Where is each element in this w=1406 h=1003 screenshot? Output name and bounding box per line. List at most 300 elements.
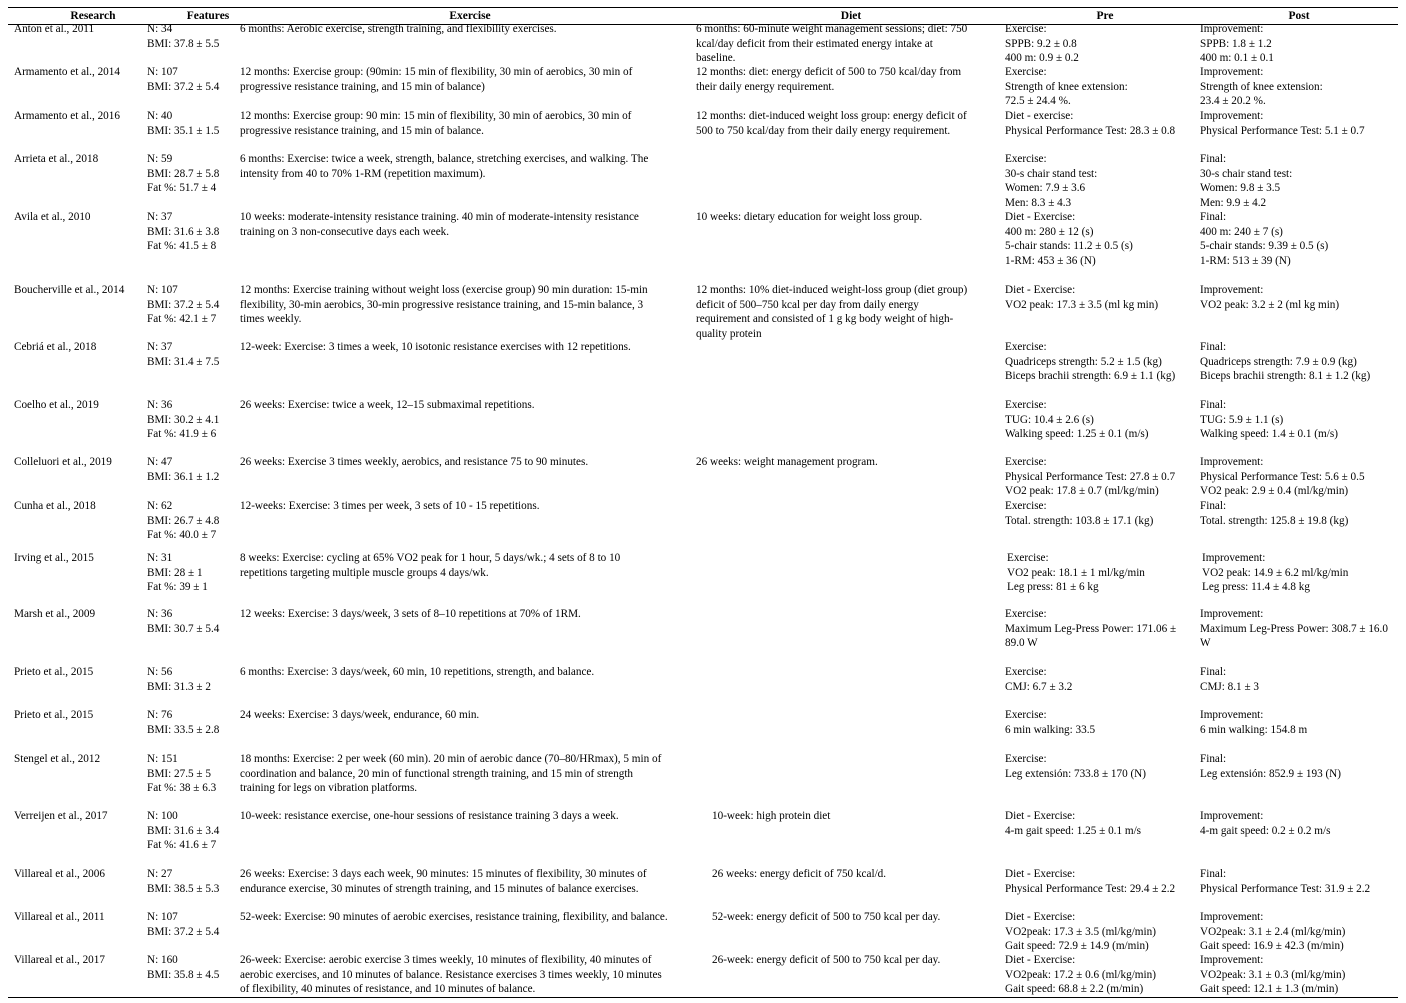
features-line: N: 36 <box>147 608 173 620</box>
cell-features <box>147 910 219 939</box>
cell-research <box>14 665 93 680</box>
pre-line: Diet - Exercise: <box>1005 954 1076 966</box>
cell-features <box>147 109 219 138</box>
cell-post <box>1200 340 1370 384</box>
cell-pre <box>1007 551 1145 595</box>
cell-features <box>147 953 219 982</box>
research-text: Boucherville et al., 2014 <box>14 284 125 296</box>
cell-features <box>147 708 219 737</box>
exercise-line: 24 weeks: Exercise: 3 days/week, endurance, 60 min. <box>240 709 480 721</box>
header-research: Research <box>70 10 116 22</box>
post-line: CMJ: 8.1 ± 3 <box>1200 680 1259 693</box>
features-line: BMI: 36.1 ± 1.2 <box>147 470 220 483</box>
cell-exercise <box>240 809 619 824</box>
diet-line: 52-week: energy deficit of 500 to 750 kcal per day. <box>712 911 941 923</box>
post-line: W <box>1200 637 1211 649</box>
research-text: Armamento et al., 2016 <box>14 110 120 122</box>
diet-line: 26 weeks: energy deficit of 750 kcal/d. <box>712 868 887 880</box>
research-text: Verreijen et al., 2017 <box>14 810 108 822</box>
pre-line: Exercise: <box>1005 153 1047 165</box>
features-line: N: 27 <box>147 868 173 880</box>
pre-line: Exercise: <box>1005 666 1047 678</box>
pre-line: TUG: 10.4 ± 2.6 (s) <box>1005 413 1094 426</box>
cell-pre <box>1005 340 1175 384</box>
post-line: Improvement: <box>1200 110 1264 122</box>
features-line: BMI: 37.2 ± 5.4 <box>147 298 220 311</box>
features-line: N: 62 <box>147 500 173 512</box>
cell-pre <box>1005 867 1175 896</box>
cell-exercise <box>240 283 648 327</box>
research-text: Armamento et al., 2014 <box>14 66 120 78</box>
cell-pre <box>1005 455 1175 499</box>
cell-post <box>1200 499 1348 528</box>
exercise-line: 12-weeks: Exercise: 3 times per week, 3 sets of 10 - 15 repetitions. <box>240 500 540 512</box>
table-bottom-rule <box>8 997 1398 998</box>
cell-exercise <box>240 752 661 796</box>
features-line: Fat %: 51.7 ± 4 <box>147 182 217 194</box>
cell-features <box>147 752 216 796</box>
post-line: Gait speed: 12.1 ± 1.3 (m/min) <box>1200 983 1339 995</box>
post-line: Improvement: <box>1200 911 1264 923</box>
cell-post <box>1200 210 1328 268</box>
pre-line: VO2peak: 17.2 ± 0.6 (ml/kg/min) <box>1005 968 1156 981</box>
cell-research <box>14 109 120 124</box>
cell-features <box>147 398 219 442</box>
header-post: Post <box>1288 10 1310 22</box>
cell-pre <box>1005 152 1097 210</box>
cell-research <box>14 708 93 723</box>
post-line: Improvement: <box>1202 552 1266 564</box>
exercise-line: 10 weeks: moderate-intensity resistance training. 40 min of moderate-intensity resistance <box>240 211 639 223</box>
post-line: Improvement: <box>1200 284 1264 296</box>
diet-line: deficit of 500–750 kcal per day from daily energy <box>696 298 919 311</box>
post-line: Improvement: <box>1200 954 1264 966</box>
exercise-line: progressive resistance training, and 15 min of balance. <box>240 124 484 137</box>
cell-features <box>147 665 211 694</box>
diet-line: 10-week: high protein diet <box>712 810 831 822</box>
features-line: N: 151 <box>147 753 178 765</box>
cell-exercise <box>240 708 479 723</box>
research-text: Villareal et al., 2017 <box>14 954 105 966</box>
cell-post <box>1200 953 1345 997</box>
diet-line: quality protein <box>696 327 762 340</box>
post-line: Strength of knee extension: <box>1200 80 1323 93</box>
cell-diet <box>712 953 940 968</box>
post-line: Total. strength: 125.8 ± 19.8 (kg) <box>1200 514 1349 527</box>
post-line: Improvement: <box>1200 456 1264 468</box>
cell-post <box>1200 22 1274 66</box>
post-line: VO2 peak: 14.9 ± 6.2 ml/kg/min <box>1202 566 1349 579</box>
exercise-line: training for legs on vibration platforms. <box>240 782 418 794</box>
exercise-line: progressive resistance training, and 15 min of balance) <box>240 80 485 93</box>
pre-line: Diet - Exercise: <box>1005 911 1076 923</box>
cell-exercise <box>240 551 620 580</box>
cell-features <box>147 455 219 484</box>
cell-exercise <box>240 607 581 622</box>
cell-post <box>1200 65 1323 109</box>
features-line: BMI: 35.8 ± 4.5 <box>147 968 220 981</box>
cell-post <box>1200 665 1259 694</box>
post-line: 23.4 ± 20.2 %. <box>1200 95 1266 107</box>
exercise-line: coordination and balance, 20 min of functional strength training, and 15 min of strength <box>240 767 634 780</box>
cell-pre <box>1005 665 1072 694</box>
cell-diet <box>696 22 967 66</box>
cell-post <box>1200 109 1365 138</box>
cell-features <box>147 152 219 196</box>
cell-pre <box>1005 65 1128 109</box>
features-line: N: 107 <box>147 284 178 296</box>
cell-pre <box>1005 708 1095 737</box>
features-line: N: 100 <box>147 810 178 822</box>
cell-post <box>1200 283 1339 312</box>
exercise-line: training on 3 non-consecutive days each week. <box>240 225 450 238</box>
features-line: N: 47 <box>147 456 173 468</box>
features-line: N: 107 <box>147 911 178 923</box>
pre-line: Exercise: <box>1005 608 1047 620</box>
cell-post <box>1200 455 1365 499</box>
post-line: Men: 9.9 ± 4.2 <box>1200 196 1267 209</box>
post-line: 5-chair stands: 9.39 ± 0.5 (s) <box>1200 240 1329 252</box>
features-line: Fat %: 41.5 ± 8 <box>147 240 217 252</box>
post-line: VO2peak: 3.1 ± 0.3 (ml/kg/min) <box>1200 968 1346 981</box>
post-line: 6 min walking: 154.8 m <box>1200 723 1308 736</box>
post-line: Women: 9.8 ± 3.5 <box>1200 182 1281 194</box>
pre-line: Physical Performance Test: 29.4 ± 2.2 <box>1005 882 1176 895</box>
pre-line: Exercise: <box>1005 399 1047 411</box>
features-line: N: 31 <box>147 552 173 564</box>
exercise-line: 10-week: resistance exercise, one-hour sessions of resistance training 3 days a week. <box>240 810 619 822</box>
pre-line: Walking speed: 1.25 ± 0.1 (m/s) <box>1005 428 1149 440</box>
pre-line: VO2 peak: 18.1 ± 1 ml/kg/min <box>1007 566 1145 579</box>
exercise-line: 8 weeks: Exercise: cycling at 65% VO2 peak for 1 hour, 5 days/wk.; 4 sets of 8 to 10 <box>240 552 621 564</box>
features-line: N: 36 <box>147 399 173 411</box>
pre-line: Physical Performance Test: 28.3 ± 0.8 <box>1005 124 1176 137</box>
cell-exercise <box>240 210 639 239</box>
pre-line: Biceps brachii strength: 6.9 ± 1.1 (kg) <box>1005 370 1176 382</box>
cell-research <box>14 65 120 80</box>
pre-line: Quadriceps strength: 5.2 ± 1.5 (kg) <box>1005 355 1162 368</box>
cell-features <box>147 809 219 853</box>
exercise-line: aerobic exercises, and 10 minutes of balance. Resistance exercises 3 times weekly, 10 minutes <box>240 968 662 981</box>
pre-line: 400 m: 0.9 ± 0.2 <box>1005 52 1079 64</box>
cell-pre <box>1005 210 1133 268</box>
exercise-line: 12 months: Exercise group: (90min: 15 min of flexibility, 30 min of aerobics, 30 min of <box>240 66 633 78</box>
cell-features <box>147 22 219 51</box>
post-line: VO2 peak: 2.9 ± 0.4 (ml/kg/min) <box>1200 485 1349 497</box>
exercise-line: times weekly. <box>240 313 302 325</box>
research-text: Cebriá et al., 2018 <box>14 341 97 353</box>
cell-features <box>147 283 219 327</box>
features-line: BMI: 31.3 ± 2 <box>147 680 211 693</box>
pre-line: 1-RM: 453 ± 36 (N) <box>1005 254 1096 267</box>
diet-line: 6 months: 60-minute weight management sessions; diet: 750 <box>696 23 968 35</box>
features-line: BMI: 27.5 ± 5 <box>147 767 211 780</box>
post-line: Final: <box>1200 341 1227 353</box>
cell-research <box>14 283 124 298</box>
cell-research <box>14 455 112 470</box>
cell-features <box>147 607 219 636</box>
features-line: N: 160 <box>147 954 178 966</box>
cell-exercise <box>240 910 668 925</box>
pre-line: Gait speed: 68.8 ± 2.2 (m/min) <box>1005 983 1144 995</box>
pre-line: Exercise: <box>1005 341 1047 353</box>
pre-line: Exercise: <box>1007 552 1049 564</box>
pre-line: Exercise: <box>1005 456 1047 468</box>
diet-line: baseline. <box>696 52 736 64</box>
cell-exercise <box>240 455 588 470</box>
research-text: Prieto et al., 2015 <box>14 709 94 721</box>
features-line: N: 34 <box>147 23 173 35</box>
exercise-line: 12 months: Exercise training without weight loss (exercise group) 90 min duration: 15-min <box>240 284 648 296</box>
pre-line: SPPB: 9.2 ± 0.8 <box>1005 37 1077 50</box>
cell-research <box>14 210 91 225</box>
features-line: BMI: 26.7 ± 4.8 <box>147 514 220 527</box>
pre-line: Total. strength: 103.8 ± 17.1 (kg) <box>1005 514 1154 527</box>
pre-line: 72.5 ± 24.4 %. <box>1005 95 1071 107</box>
cell-exercise <box>240 152 648 181</box>
header-exercise: Exercise <box>449 10 491 22</box>
features-line: N: 59 <box>147 153 173 165</box>
pre-line: 89.0 W <box>1005 637 1038 649</box>
diet-line: 26-week: energy deficit of 500 to 750 kcal per day. <box>712 954 941 966</box>
post-line: Improvement: <box>1200 608 1264 620</box>
header-pre: Pre <box>1096 10 1114 22</box>
features-line: Fat %: 42.1 ± 7 <box>147 313 217 325</box>
diet-line: 26 weeks: weight management program. <box>696 456 878 468</box>
pre-line: Men: 8.3 ± 4.3 <box>1005 196 1072 209</box>
cell-pre <box>1005 809 1141 838</box>
cell-pre <box>1005 910 1156 954</box>
features-line: N: 40 <box>147 110 173 122</box>
research-text: Villareal et al., 2011 <box>14 911 105 923</box>
pre-line: Leg press: 81 ± 6 kg <box>1007 581 1099 593</box>
post-line: TUG: 5.9 ± 1.1 (s) <box>1200 413 1284 426</box>
cell-exercise <box>240 398 535 413</box>
pre-line: 5-chair stands: 11.2 ± 0.5 (s) <box>1005 240 1133 252</box>
research-text: Cunha et al., 2018 <box>14 500 96 512</box>
cell-diet <box>696 65 961 94</box>
research-text: Anton et al., 2011 <box>14 23 95 35</box>
cell-post <box>1200 809 1330 838</box>
exercise-line: endurance exercise, 30 minutes of strength training, and 15 minutes of balance exercises. <box>240 882 639 895</box>
cell-post <box>1200 867 1370 896</box>
pre-line: Exercise: <box>1005 66 1047 78</box>
cell-research <box>14 398 99 413</box>
cell-research <box>14 607 95 622</box>
cell-exercise <box>240 867 647 896</box>
features-line: BMI: 28.7 ± 5.8 <box>147 167 220 180</box>
diet-line: 12 months: diet: energy deficit of 500 to 750 kcal/day from <box>696 66 962 78</box>
features-line: BMI: 37.8 ± 5.5 <box>147 37 220 50</box>
post-line: 400 m: 240 ± 7 (s) <box>1200 225 1283 238</box>
exercise-line: 12 months: Exercise group: 90 min: 15 min of flexibility, 30 min of aerobics, 30 min of <box>240 110 632 122</box>
pre-line: Maximum Leg-Press Power: 171.06 ± <box>1005 622 1177 635</box>
post-line: Final: <box>1200 666 1227 678</box>
features-line: BMI: 28 ± 1 <box>147 566 203 579</box>
diet-line: 12 months: 10% diet-induced weight-loss group (diet group) <box>696 284 968 296</box>
pre-line: VO2 peak: 17.8 ± 0.7 (ml/kg/min) <box>1005 485 1159 497</box>
cell-features <box>147 867 219 896</box>
cell-diet <box>696 109 967 138</box>
header-diet: Diet <box>840 10 862 22</box>
cell-research <box>14 152 98 167</box>
features-line: Fat %: 39 ± 1 <box>147 581 208 593</box>
exercise-line: 6 months: Aerobic exercise, strength training, and flexibility exercises. <box>240 23 557 35</box>
features-line: N: 107 <box>147 66 178 78</box>
post-line: 1-RM: 513 ± 39 (N) <box>1200 254 1291 267</box>
features-line: BMI: 35.1 ± 1.5 <box>147 124 220 137</box>
cell-pre <box>1005 398 1149 442</box>
features-line: BMI: 38.5 ± 5.3 <box>147 882 220 895</box>
post-line: VO2peak: 3.1 ± 2.4 (ml/kg/min) <box>1200 925 1346 938</box>
research-text: Marsh et al., 2009 <box>14 608 96 620</box>
post-line: Final: <box>1200 399 1227 411</box>
pre-line: Gait speed: 72.9 ± 14.9 (m/min) <box>1005 940 1149 952</box>
post-line: 30-s chair stand test: <box>1200 167 1293 180</box>
cell-features <box>147 499 219 543</box>
research-text: Arrieta et al., 2018 <box>14 153 99 165</box>
post-line: Biceps brachii strength: 8.1 ± 1.2 (kg) <box>1200 370 1371 382</box>
cell-research <box>14 809 108 824</box>
research-text: Irving et al., 2015 <box>14 552 94 564</box>
cell-pre <box>1005 499 1153 528</box>
cell-features <box>147 65 219 94</box>
cell-pre <box>1005 109 1175 138</box>
post-line: Final: <box>1200 868 1227 880</box>
cell-post <box>1200 607 1388 651</box>
pre-line: Women: 7.9 ± 3.6 <box>1005 182 1086 194</box>
pre-line: Exercise: <box>1005 500 1047 512</box>
pre-line: Diet - Exercise: <box>1005 284 1076 296</box>
features-line: Fat %: 41.9 ± 6 <box>147 428 217 440</box>
diet-line: requirement and consisted of 1 g kg body weight of high- <box>696 313 954 325</box>
cell-research <box>14 22 94 37</box>
cell-pre <box>1005 752 1146 781</box>
cell-research <box>14 752 100 767</box>
pre-line: VO2 peak: 17.3 ± 3.5 (ml kg min) <box>1005 298 1159 311</box>
cell-post <box>1200 152 1292 210</box>
diet-line: kcal/day deficit from their estimated energy intake at <box>696 37 933 50</box>
diet-line: 10 weeks: dietary education for weight loss group. <box>696 211 923 223</box>
exercise-line: 6 months: Exercise: 3 days/week, 60 min, 10 repetitions, strength, and balance. <box>240 666 595 678</box>
cell-exercise <box>240 22 557 37</box>
features-line: BMI: 30.2 ± 4.1 <box>147 413 220 426</box>
cell-diet <box>696 283 967 341</box>
post-line: Improvement: <box>1200 66 1264 78</box>
cell-exercise <box>240 953 662 997</box>
pre-line: Diet - Exercise: <box>1005 211 1076 223</box>
cell-post <box>1200 398 1338 442</box>
features-line: BMI: 37.2 ± 5.4 <box>147 80 220 93</box>
pre-line: Diet - exercise: <box>1005 110 1074 122</box>
post-line: VO2 peak: 3.2 ± 2 (ml kg min) <box>1200 298 1340 311</box>
cell-research <box>14 499 96 514</box>
features-line: BMI: 31.6 ± 3.4 <box>147 824 220 837</box>
exercise-line: flexibility, 30-min aerobics, 30-min progressive resistance training, and 15-min balance, 3 <box>240 298 644 311</box>
cell-research <box>14 340 96 355</box>
post-line: Walking speed: 1.4 ± 0.1 (m/s) <box>1200 428 1338 440</box>
features-line: Fat %: 40.0 ± 7 <box>147 529 217 541</box>
pre-line: Exercise: <box>1005 709 1047 721</box>
cell-exercise <box>240 665 594 680</box>
features-line: Fat %: 38 ± 6.3 <box>147 782 217 794</box>
post-line: Gait speed: 16.9 ± 42.3 (m/min) <box>1200 940 1344 952</box>
post-line: Improvement: <box>1200 810 1264 822</box>
pre-line: Diet - Exercise: <box>1005 810 1076 822</box>
cell-research <box>14 953 105 968</box>
cell-post <box>1202 551 1348 595</box>
research-text: Villareal et al., 2006 <box>14 868 105 880</box>
pre-line: Exercise: <box>1005 23 1047 35</box>
exercise-line: 12 weeks: Exercise: 3 days/week, 3 sets of 8–10 repetitions at 70% of 1RM. <box>240 608 581 620</box>
cell-exercise <box>240 109 631 138</box>
cell-pre <box>1005 607 1176 651</box>
research-text: Stengel et al., 2012 <box>14 753 101 765</box>
cell-pre <box>1005 953 1156 997</box>
pre-line: 400 m: 280 ± 12 (s) <box>1005 225 1094 238</box>
post-line: SPPB: 1.8 ± 1.2 <box>1200 37 1272 50</box>
post-line: Final: <box>1200 153 1227 165</box>
cell-pre <box>1005 283 1158 312</box>
exercise-line: 6 months: Exercise: twice a week, strength, balance, stretching exercises, and walking. The <box>240 153 649 165</box>
exercise-line: intensity from 40 to 70% 1-RM (repetition maximum). <box>240 167 486 180</box>
post-line: Physical Performance Test: 5.1 ± 0.7 <box>1200 124 1365 137</box>
features-line: BMI: 31.4 ± 7.5 <box>147 355 220 368</box>
results-table <box>8 7 1398 995</box>
research-text: Coelho et al., 2019 <box>14 399 99 411</box>
post-line: Leg extensión: 852.9 ± 193 (N) <box>1200 767 1341 780</box>
features-line: Fat %: 41.6 ± 7 <box>147 839 217 851</box>
cell-features <box>147 551 208 595</box>
pre-line: Physical Performance Test: 27.8 ± 0.7 <box>1005 470 1176 483</box>
cell-research <box>14 910 105 925</box>
post-line: Final: <box>1200 500 1227 512</box>
cell-post <box>1200 708 1307 737</box>
features-line: N: 37 <box>147 341 173 353</box>
header-features: Features <box>186 10 230 22</box>
diet-line: 12 months: diet-induced weight loss group: energy deficit of <box>696 110 967 122</box>
features-line: N: 76 <box>147 709 173 721</box>
cell-features <box>147 340 219 369</box>
features-line: BMI: 31.6 ± 3.8 <box>147 225 220 238</box>
cell-exercise <box>240 499 540 514</box>
post-line: Quadriceps strength: 7.9 ± 0.9 (kg) <box>1200 355 1357 368</box>
features-line: BMI: 37.2 ± 5.4 <box>147 925 220 938</box>
post-line: Leg press: 11.4 ± 4.8 kg <box>1202 581 1310 593</box>
post-line: 4-m gait speed: 0.2 ± 0.2 m/s <box>1200 824 1331 837</box>
research-text: Colleluori et al., 2019 <box>14 456 112 468</box>
pre-line: Strength of knee extension: <box>1005 80 1128 93</box>
features-line: BMI: 33.5 ± 2.8 <box>147 723 220 736</box>
exercise-line: 26 weeks: Exercise: twice a week, 12–15 submaximal repetitions. <box>240 399 535 411</box>
exercise-line: 18 months: Exercise: 2 per week (60 min). 20 min of aerobic dance (70–80/HRmax), 5 min of <box>240 753 662 765</box>
diet-line: their daily energy requirement. <box>696 80 835 93</box>
cell-pre <box>1005 22 1079 66</box>
features-line: BMI: 30.7 ± 5.4 <box>147 622 220 635</box>
exercise-line: 26 weeks: Exercise: 3 days each week, 90 minutes: 15 minutes of flexibility, 30 minutes of <box>240 868 647 880</box>
pre-line: VO2peak: 17.3 ± 3.5 (ml/kg/min) <box>1005 925 1156 938</box>
cell-exercise <box>240 65 632 94</box>
exercise-line: repetitions targeting multiple muscle groups 4 days/wk. <box>240 566 489 579</box>
features-line: N: 37 <box>147 211 173 223</box>
cell-post <box>1200 752 1341 781</box>
exercise-line: 26-week: Exercise: aerobic exercise 3 times weekly, 10 minutes of flexibility, 40 minutes of <box>240 954 652 966</box>
post-line: Final: <box>1200 211 1227 223</box>
cell-research <box>14 867 105 882</box>
cell-diet <box>696 455 878 470</box>
post-line: Physical Performance Test: 31.9 ± 2.2 <box>1200 882 1371 895</box>
pre-line: CMJ: 6.7 ± 3.2 <box>1005 680 1073 693</box>
